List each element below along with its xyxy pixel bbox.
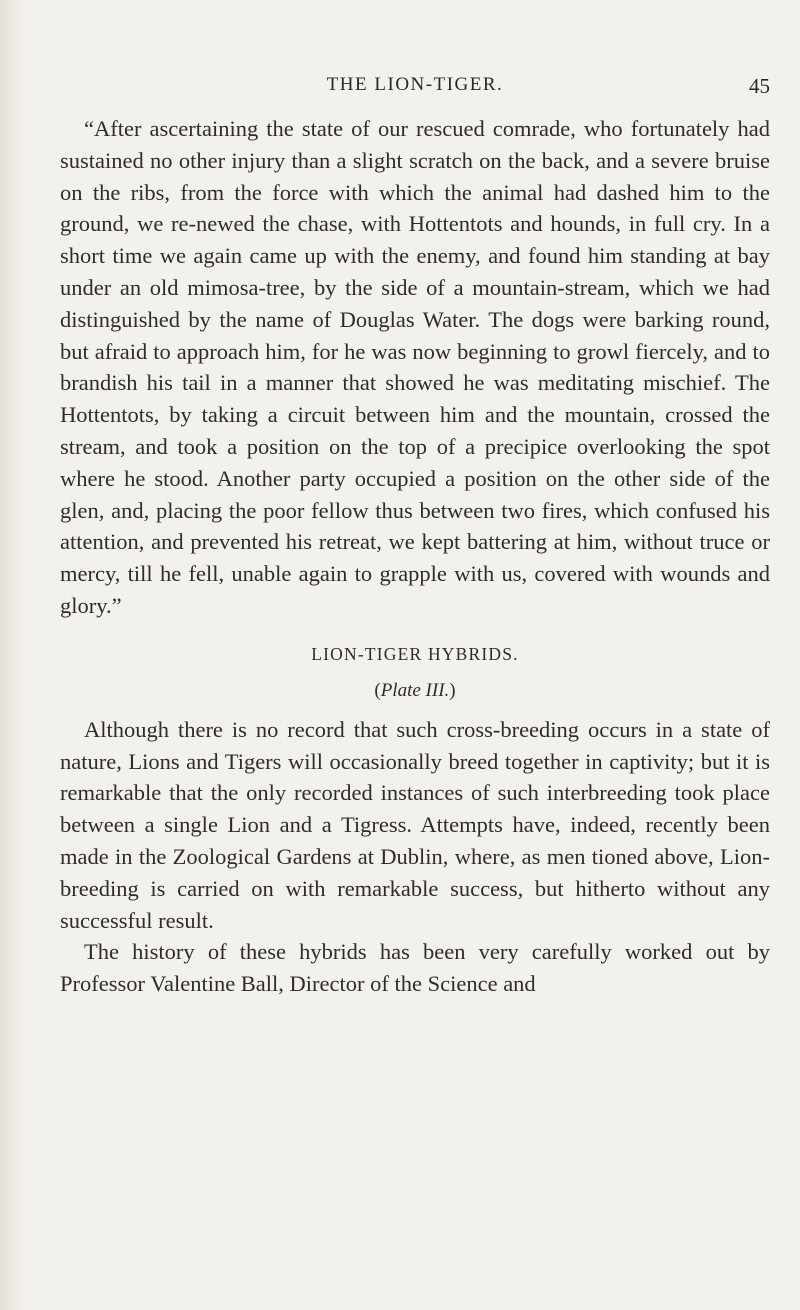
page-number: 45	[749, 74, 770, 98]
body-text	[60, 113, 770, 1000]
paragraph-history: The history of these hybrids has been very carefully worked out by Professor Valentine Ball, Director of the Science and	[60, 939, 770, 997]
running-title: THE LION-TIGER.	[326, 74, 504, 95]
page-edge-shadow	[0, 0, 28, 1310]
paragraph-hybrids: Although there is no record that such cross-breeding occurs in a state of nature, Lions and Tigers will occasionally breed together in captivity; but it is remarkable that the only recorded instances of such interbreeding took place between a single Lion and a Tigress. Attempts have, indeed, recently been made in the Zoological Gardens at Dublin, where, as men tioned above, Lion-breeding is carried on with remarkable success, but hitherto without any successful result.	[60, 716, 770, 933]
paragraph-quote: “After ascertaining the state of our rescued comrade, who fortunately had sustained no other injury than a slight scratch on the back, and a severe bruise on the ribs, from the force with which the animal had dashed him to the ground, we re-newed the chase, with Hottentots and hounds, in full cry. In a short time we again came up with the enemy, and found him standing at bay under an old mimosa-tree, by the side of a mountain-stream, which we had distinguished by the name of Douglas Water. The dogs were barking round, but afraid to approach him, for he was now beginning to growl fiercely, and to brandish his tail in a manner that showed he was meditating mischief. The Hottentots, by taking a circuit between him and the mountain, crossed the stream, and took a position on the top of a precipice overlooking the spot where he stood. Another party occupied a position on the other side of the glen, and, placing the poor fellow thus between two fires, which confused his attention, and prevented his retreat, we kept battering at him, without truce or mercy, till he fell, unable again to grapple with us, covered with wounds and glory.”	[60, 116, 770, 618]
plate-reference	[60, 678, 770, 704]
plate-open-paren: (	[374, 679, 381, 701]
plate-close-paren: )	[449, 679, 456, 701]
section-heading: LION-TIGER HYBRIDS.	[311, 643, 519, 664]
plate-label: Plate III.	[380, 679, 450, 701]
running-head	[60, 74, 770, 104]
